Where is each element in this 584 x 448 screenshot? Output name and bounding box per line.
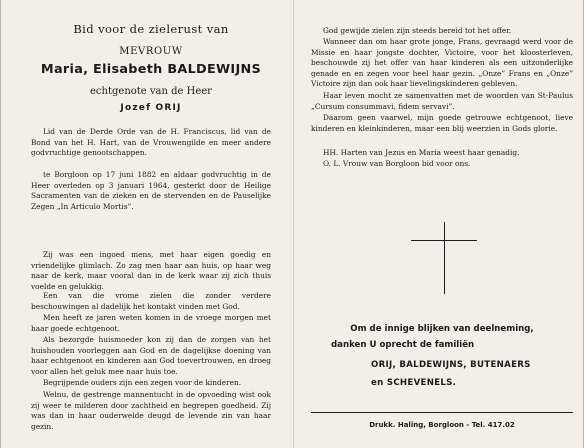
prayer-line-2: O. L. Vrouw van Borgloon bid voor ons. [323,159,471,168]
title: MEVROUW [119,46,183,57]
prayer-line-1: HH. Harten van Jezus en Maria weest haar genadig. [323,148,520,157]
paragraph-1: Zij was een ingoed mens, met haar eigen goedig en vriendelijke glimlach. Zo zag men haar aan huis, op haar weg naar de kerk, maar vooral dan in de kerk waar zij zich thuis voelde en gelukkig. [31,250,271,291]
paragraph-6: Welnu, de gestrenge mannentucht in de opvoeding wist ook zij weer te milderen door zachtheid en begrepen goedheid. Zij was dan in haar ouderwelde deugd de levende zin van haar gezin. [31,390,271,431]
fold-line [293,0,294,448]
cross-vertical [444,222,445,294]
cross-horizontal [411,240,477,241]
paragraph-2: Een van die vrome zielen die zonder verdere beschouwingen al dadelijk het kontakt vinden met God. [31,291,271,311]
family-names-2: en SCHEVENELS. [371,378,457,388]
paragraph-5: Begrijpende ouders zijn een zegen voor de kinderen. [43,378,242,387]
right-paragraph-2: Wanneer dan om haar grote jonge, Frans, gevraagd werd voor de Missie en haar jongste dochter, Victoire, voor het kloosterleven, beschouwde zij het offer van haar kinderen als een uitzonderlijke genade en en zegen voor heel haar gezin. „Onze” Frans en „Onze” Victoire zijn dan ook haar lievelingskinderen gebleven. [311,37,573,89]
right-paragraph-3: Haar leven mocht ze samenvatten met de woorden van St-Paulus „Cursum consummavi, fidem servavi”. [311,91,573,111]
prayer-heading: Bid voor de zielerust van [73,22,229,36]
memberships-text: Lid van de Derde Orde van de H. Franciscus, lid van de Bond van het H. Hart, van de Vrouwengilde en meer andere godvruchtige genootschappen. [31,127,271,158]
spouse-intro: echtgenote van de Heer [90,86,212,97]
biography-body: te Borgloon op 17 juni 1882 en aldaar godvruchtig in de Heer overleden op 3 januari 1964, gesterkt door de Heilige Sacramenten van de zieken en de stervenden en de Pauselijke Zegen „In Articulo Mortis”. [31,170,271,211]
footer-rule [311,412,573,413]
thanks-line-2: danken U oprecht de familiën [331,340,475,350]
biography-text [31,170,271,212]
deceased-name: Maria, Elisabeth BALDEWIJNS [40,62,262,77]
family-names-1: ORIJ, BALDEWIJNS, BUTENAERS [371,360,531,370]
right-paragraph-1: God gewijde zielen zijn steeds bereid tot het offer. [323,26,512,35]
paragraph-4: Als bezorgde huismoeder kon zij dan de zorgen van het huishouden voorleggen aan God en de dagelijkse doening van haar echtgenoot en kinderen aan God toevertrouwen, en droeg voor allen het geluk mee naar huis toe. [31,335,271,376]
spouse-name: Jozef ORIJ [120,103,182,113]
thanks-line-1: Om de innige blijken van deelneming, [350,324,534,334]
right-paragraph-4: Daarom geen vaarwel, mijn goede getrouwe echtgenoot, lieve kinderen en kleinkinderen, maar een blij weerzien in Gods glorie. [311,113,573,133]
paragraph-3: Men heeft ze jaren weten komen in de vroege morgen met haar goede echtgenoot. [31,313,271,333]
printer-imprint: Drukk. Haling, Borgloon - Tel. 417.02 [369,421,515,429]
